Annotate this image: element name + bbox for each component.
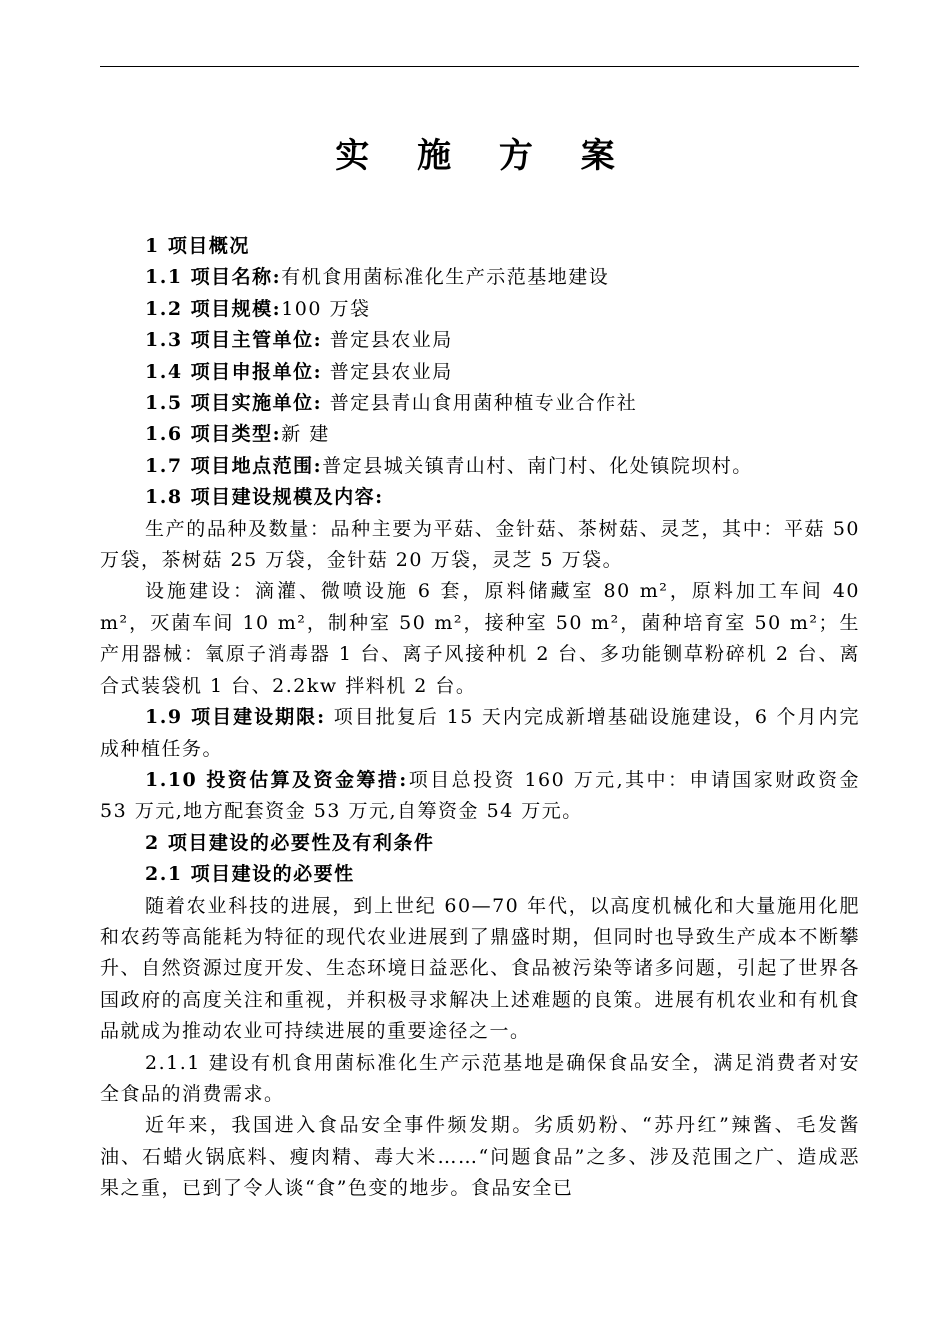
paragraph bbox=[100, 482, 860, 513]
paragraph-text: 随着农业科技的进展，到上世纪 60—70 年代，以高度机械化和大量施用化肥和农药等高能耗为特征的现代农业进展到了鼎盛时期，但同时也导致生产成本不断攀升、自然资源过度开发、生态环境日益恶化、食品被污染等诸多问题，引起了世界各国政府的高度关注和重视，并积极寻求解决上述难题的良策。进展有机农业和有机食品就成为推动农业可持续进展的重要途径之一。 bbox=[100, 894, 860, 1043]
paragraph bbox=[100, 357, 860, 388]
paragraph-heading: 1.5 项目实施单位: bbox=[145, 392, 323, 415]
paragraph-text: 100 万袋 bbox=[281, 297, 371, 320]
paragraph bbox=[100, 419, 860, 450]
paragraph bbox=[100, 514, 860, 577]
paragraph-text: 普定县城关镇青山村、南门村、化处镇院坝村。 bbox=[322, 454, 753, 477]
paragraph-text: 新 建 bbox=[281, 423, 330, 446]
paragraph bbox=[100, 576, 860, 702]
header-rule bbox=[100, 66, 859, 67]
document-title: 实 施 方 案 bbox=[335, 136, 633, 176]
paragraph-heading: 1.2 项目规模: bbox=[145, 297, 282, 320]
paragraph bbox=[100, 262, 860, 293]
paragraph-heading: 2 项目建设的必要性及有利条件 bbox=[145, 831, 435, 854]
paragraph-text: 普定县农业局 bbox=[322, 329, 453, 352]
paragraph-heading: 1.6 项目类型: bbox=[145, 423, 282, 446]
paragraph-text: 项目批复后 15 天内完成新增基础设施建设，6 个月内完成种植任务。 bbox=[100, 706, 860, 760]
paragraph-text: 项目总投资 160 万元,其中：申请国家财政资金 53 万元,地方配套资金 53 万元,自筹资金 54 万元。 bbox=[100, 768, 860, 823]
paragraph-heading: 1.1 项目名称: bbox=[145, 266, 282, 289]
paragraph bbox=[100, 891, 860, 1048]
paragraph bbox=[100, 325, 860, 356]
paragraph bbox=[100, 294, 860, 325]
document-body bbox=[100, 231, 860, 1205]
paragraph-text: 普定县农业局 bbox=[322, 360, 453, 383]
paragraph bbox=[100, 451, 860, 482]
paragraph-heading: 1.10 投资估算及资金筹措: bbox=[145, 768, 408, 791]
paragraph-heading: 1.3 项目主管单位: bbox=[145, 329, 323, 352]
paragraph bbox=[100, 859, 860, 890]
paragraph-heading: 2.1 项目建设的必要性 bbox=[145, 863, 355, 886]
paragraph-heading: 1.9 项目建设期限: bbox=[145, 706, 326, 729]
paragraph bbox=[100, 388, 860, 419]
paragraph-text: 生产的品种及数量：品种主要为平菇、金针菇、茶树菇、灵芝，其中：平菇 50 万袋，茶树菇 25 万袋，金针菇 20 万袋，灵芝 5 万袋。 bbox=[100, 517, 860, 572]
paragraph-text: 近年来，我国进入食品安全事件频发期。劣质奶粉、“苏丹红”辣酱、毛发酱油、石蜡火锅底料、瘦肉精、毒大米……“问题食品”之多、涉及范围之广、造成恶果之重，已到了令人谈“食”色变的地步。食品安全已 bbox=[100, 1114, 860, 1200]
paragraph bbox=[100, 1048, 860, 1111]
paragraph-text: 2.1.1 建设有机食用菌标准化生产示范基地是确保食品安全，满足消费者对安全食品的消费需求。 bbox=[100, 1051, 860, 1105]
paragraph-heading: 1.8 项目建设规模及内容: bbox=[145, 486, 384, 509]
paragraph bbox=[100, 1110, 860, 1204]
paragraph bbox=[100, 702, 860, 765]
paragraph-heading: 1.4 项目申报单位: bbox=[145, 360, 323, 383]
paragraph-text: 普定县青山食用菌种植专业合作社 bbox=[322, 392, 638, 415]
paragraph-heading: 1 项目概况 bbox=[145, 235, 250, 257]
paragraph-heading: 1.7 项目地点范围: bbox=[145, 454, 323, 477]
paragraph-text: 有机食用菌标准化生产示范基地建设 bbox=[281, 266, 610, 289]
paragraph bbox=[100, 231, 860, 262]
paragraph-text: 设施建设：滴灌、微喷设施 6 套，原料储藏室 80 m²，原料加工车间 40 m²，灭菌车间 10 m²，制种室 50 m²，接种室 50 m²，菌种培育室 50 m²；生产用器械：氧原子消毒器 1 台、离子风接种机 2 台、多功能铡草粉碎机 2 台、离合式装袋机 1 台、2.2kw 拌料机 2 台。 bbox=[100, 580, 860, 697]
paragraph bbox=[100, 765, 860, 828]
paragraph bbox=[100, 828, 860, 859]
